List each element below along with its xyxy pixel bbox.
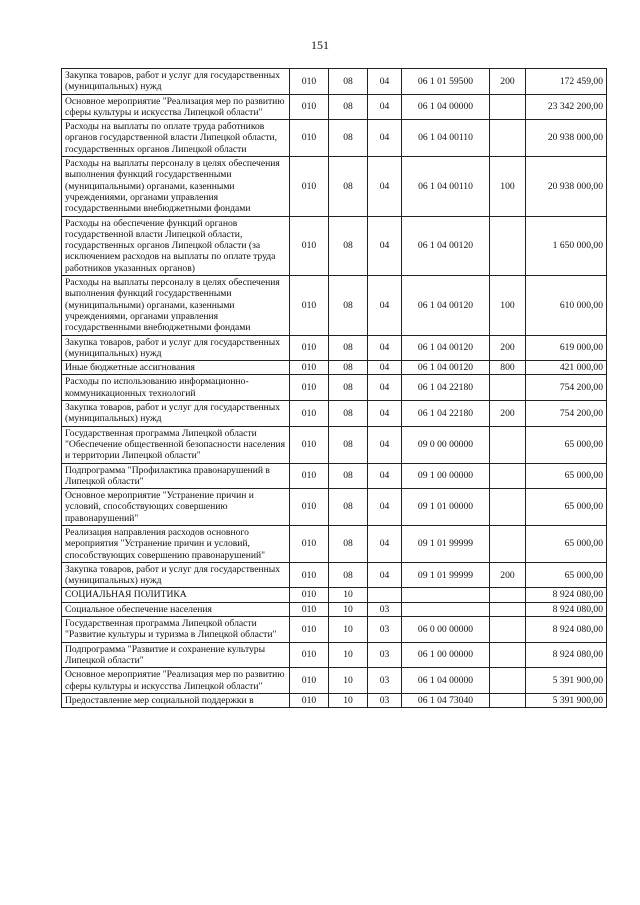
row-name: Основное мероприятие "Реализация мер по развитию сферы культуры и искусства Липецкой области" (62, 94, 290, 120)
row-name: Подпрограмма "Развитие и сохранение культуры Липецкой области" (62, 642, 290, 668)
row-admin-code: 010 (290, 693, 329, 707)
table-row (62, 216, 607, 275)
row-section: 08 (329, 463, 368, 489)
row-expense-type: 800 (490, 361, 526, 375)
row-admin-code: 010 (290, 216, 329, 275)
row-admin-code: 010 (290, 463, 329, 489)
row-admin-code: 010 (290, 335, 329, 361)
row-section: 10 (329, 668, 368, 694)
row-section: 10 (329, 588, 368, 602)
row-amount: 610 000,00 (526, 276, 607, 335)
row-expense-type (490, 426, 526, 463)
row-expense-type (490, 375, 526, 401)
row-amount: 754 200,00 (526, 401, 607, 427)
row-admin-code: 010 (290, 562, 329, 588)
row-name: Социальное обеспечение населения (62, 602, 290, 616)
row-name: Предоставление мер социальной поддержки в (62, 693, 290, 707)
row-expense-type: 200 (490, 69, 526, 95)
row-subsection: 03 (368, 602, 402, 616)
row-section: 08 (329, 120, 368, 157)
row-section: 08 (329, 401, 368, 427)
row-amount: 754 200,00 (526, 375, 607, 401)
row-section: 08 (329, 525, 368, 562)
row-amount: 20 938 000,00 (526, 157, 607, 216)
row-target-code: 06 1 04 00000 (402, 668, 490, 694)
row-target-code: 09 1 01 00000 (402, 489, 490, 526)
row-name: Государственная программа Липецкой области "Развитие культуры и туризма в Липецкой области" (62, 617, 290, 643)
row-section: 08 (329, 276, 368, 335)
row-section: 10 (329, 642, 368, 668)
row-target-code: 09 1 01 99999 (402, 525, 490, 562)
row-section: 08 (329, 216, 368, 275)
table-row (62, 335, 607, 361)
row-admin-code: 010 (290, 94, 329, 120)
row-amount: 23 342 200,00 (526, 94, 607, 120)
row-admin-code: 010 (290, 588, 329, 602)
row-name: Расходы на выплаты по оплате труда работников органов государственной власти Липецкой области, государственных органов Липецкой области (62, 120, 290, 157)
row-amount: 1 650 000,00 (526, 216, 607, 275)
row-expense-type (490, 693, 526, 707)
row-target-code (402, 588, 490, 602)
row-expense-type: 200 (490, 335, 526, 361)
row-subsection: 04 (368, 401, 402, 427)
table-row (62, 120, 607, 157)
row-target-code: 06 1 04 00120 (402, 335, 490, 361)
row-amount: 20 938 000,00 (526, 120, 607, 157)
row-name: Закупка товаров, работ и услуг для государственных (муниципальных) нужд (62, 69, 290, 95)
row-admin-code: 010 (290, 426, 329, 463)
row-amount: 172 459,00 (526, 69, 607, 95)
row-admin-code: 010 (290, 69, 329, 95)
row-amount: 65 000,00 (526, 562, 607, 588)
row-target-code: 06 1 04 00120 (402, 216, 490, 275)
table-row (62, 375, 607, 401)
row-name: Закупка товаров, работ и услуг для государственных (муниципальных) нужд (62, 335, 290, 361)
table-row (62, 602, 607, 616)
row-name: Государственная программа Липецкой области "Обеспечение общественной безопасности населения и территории Липецкой области" (62, 426, 290, 463)
row-subsection: 04 (368, 426, 402, 463)
table-row (62, 668, 607, 694)
row-section: 10 (329, 617, 368, 643)
row-amount: 5 391 900,00 (526, 668, 607, 694)
table-row (62, 401, 607, 427)
row-name: Иные бюджетные ассигнования (62, 361, 290, 375)
row-admin-code: 010 (290, 361, 329, 375)
row-subsection: 04 (368, 525, 402, 562)
row-name: Расходы на обеспечение функций органов государственной власти Липецкой области, государственных органов Липецкой области (за исключением расходов на выплаты по оплате труда работников указанных органов) (62, 216, 290, 275)
row-section: 08 (329, 489, 368, 526)
table-row (62, 588, 607, 602)
row-subsection (368, 588, 402, 602)
row-name: Закупка товаров, работ и услуг для государственных (муниципальных) нужд (62, 562, 290, 588)
row-section: 08 (329, 375, 368, 401)
row-amount: 8 924 080,00 (526, 617, 607, 643)
row-admin-code: 010 (290, 489, 329, 526)
row-expense-type (490, 489, 526, 526)
row-name: Расходы на выплаты персоналу в целях обеспечения выполнения функций государственными (муниципальными) органами, казенными учреждениями, органами управления государственными внебюджетными фондами (62, 276, 290, 335)
row-subsection: 03 (368, 693, 402, 707)
row-subsection: 04 (368, 120, 402, 157)
table-row (62, 525, 607, 562)
table-row (62, 69, 607, 95)
row-subsection: 04 (368, 157, 402, 216)
row-subsection: 04 (368, 463, 402, 489)
row-expense-type (490, 216, 526, 275)
row-amount: 65 000,00 (526, 426, 607, 463)
row-subsection: 04 (368, 94, 402, 120)
row-section: 08 (329, 69, 368, 95)
row-target-code: 06 1 01 59500 (402, 69, 490, 95)
row-section: 10 (329, 693, 368, 707)
table-row (62, 94, 607, 120)
row-target-code: 06 1 04 73040 (402, 693, 490, 707)
row-target-code: 06 1 04 22180 (402, 401, 490, 427)
row-subsection: 04 (368, 361, 402, 375)
row-amount: 8 924 080,00 (526, 602, 607, 616)
row-target-code: 06 1 00 00000 (402, 642, 490, 668)
table-row (62, 693, 607, 707)
row-expense-type (490, 617, 526, 643)
row-name: Основное мероприятие "Устранение причин и условий, способствующих совершению правонарушений" (62, 489, 290, 526)
row-admin-code: 010 (290, 157, 329, 216)
row-amount: 619 000,00 (526, 335, 607, 361)
row-subsection: 04 (368, 276, 402, 335)
row-admin-code: 010 (290, 375, 329, 401)
row-subsection: 04 (368, 335, 402, 361)
row-name: Расходы на выплаты персоналу в целях обеспечения выполнения функций государственными (муниципальными) органами, казенными учреждениями, органами управления государственными внебюджетными фондами (62, 157, 290, 216)
row-subsection: 03 (368, 617, 402, 643)
row-subsection: 03 (368, 642, 402, 668)
row-section: 08 (329, 157, 368, 216)
row-subsection: 04 (368, 216, 402, 275)
row-target-code: 09 1 00 00000 (402, 463, 490, 489)
page-number: 151 (311, 38, 329, 52)
row-amount: 8 924 080,00 (526, 642, 607, 668)
table-row (62, 361, 607, 375)
row-admin-code: 010 (290, 617, 329, 643)
row-name: Закупка товаров, работ и услуг для государственных (муниципальных) нужд (62, 401, 290, 427)
row-target-code: 06 1 04 00120 (402, 276, 490, 335)
table-row (62, 276, 607, 335)
row-name: Основное мероприятие "Реализация мер по развитию сферы культуры и искусства Липецкой области" (62, 668, 290, 694)
row-amount: 5 391 900,00 (526, 693, 607, 707)
row-name: Подпрограмма "Профилактика правонарушений в Липецкой области" (62, 463, 290, 489)
row-name: СОЦИАЛЬНАЯ ПОЛИТИКА (62, 588, 290, 602)
row-admin-code: 010 (290, 668, 329, 694)
table-row (62, 489, 607, 526)
row-section: 08 (329, 94, 368, 120)
row-admin-code: 010 (290, 120, 329, 157)
row-expense-type (490, 642, 526, 668)
row-target-code: 06 1 04 22180 (402, 375, 490, 401)
row-expense-type (490, 94, 526, 120)
row-admin-code: 010 (290, 276, 329, 335)
row-section: 10 (329, 602, 368, 616)
row-section: 08 (329, 426, 368, 463)
row-section: 08 (329, 335, 368, 361)
row-expense-type (490, 602, 526, 616)
row-target-code: 06 1 04 00110 (402, 157, 490, 216)
table-row (62, 157, 607, 216)
row-expense-type: 100 (490, 157, 526, 216)
table-row (62, 617, 607, 643)
row-name: Расходы по использованию информационно-коммуникационных технологий (62, 375, 290, 401)
row-target-code: 06 1 04 00120 (402, 361, 490, 375)
row-subsection: 04 (368, 375, 402, 401)
row-target-code: 06 1 04 00000 (402, 94, 490, 120)
row-amount: 65 000,00 (526, 489, 607, 526)
row-expense-type (490, 120, 526, 157)
row-section: 08 (329, 562, 368, 588)
table-row (62, 426, 607, 463)
row-subsection: 04 (368, 489, 402, 526)
row-target-code: 09 1 01 99999 (402, 562, 490, 588)
row-admin-code: 010 (290, 642, 329, 668)
table-row (62, 562, 607, 588)
row-subsection: 04 (368, 69, 402, 95)
row-admin-code: 010 (290, 602, 329, 616)
row-expense-type: 200 (490, 401, 526, 427)
row-admin-code: 010 (290, 525, 329, 562)
row-amount: 421 000,00 (526, 361, 607, 375)
row-amount: 65 000,00 (526, 463, 607, 489)
row-subsection: 03 (368, 668, 402, 694)
row-target-code (402, 602, 490, 616)
row-expense-type (490, 588, 526, 602)
row-admin-code: 010 (290, 401, 329, 427)
row-expense-type (490, 668, 526, 694)
row-expense-type: 200 (490, 562, 526, 588)
row-subsection: 04 (368, 562, 402, 588)
row-expense-type (490, 463, 526, 489)
row-expense-type: 100 (490, 276, 526, 335)
row-amount: 8 924 080,00 (526, 588, 607, 602)
row-target-code: 06 1 04 00110 (402, 120, 490, 157)
table-row (62, 463, 607, 489)
table-row (62, 642, 607, 668)
budget-table (61, 68, 607, 708)
row-expense-type (490, 525, 526, 562)
row-amount: 65 000,00 (526, 525, 607, 562)
row-name: Реализация направления расходов основного мероприятия "Устранение причин и условий, способствующих совершению правонарушений" (62, 525, 290, 562)
row-section: 08 (329, 361, 368, 375)
row-target-code: 06 0 00 00000 (402, 617, 490, 643)
row-target-code: 09 0 00 00000 (402, 426, 490, 463)
